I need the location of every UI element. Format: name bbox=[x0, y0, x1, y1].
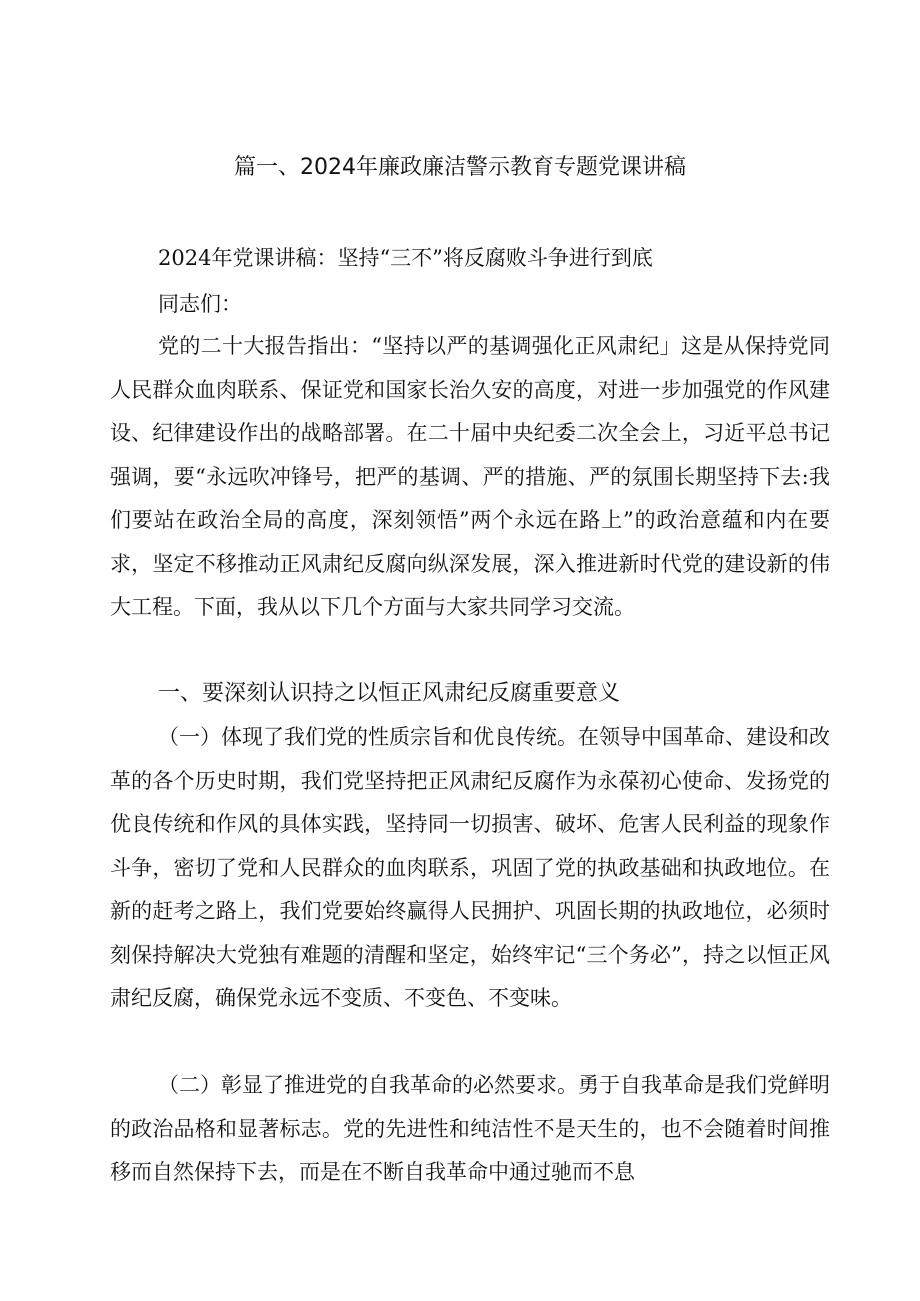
document-subtitle: 2024年党课讲稿：坚持“三不”将反腐败斗争进行到底 bbox=[158, 246, 653, 270]
paragraph-section-1: （一）体现了我们党的性质宗旨和优良传统。在领导中国革命、建设和改革的各个历史时期，我们党坚持把正风肃纪反腐作为永葆初心使命、发扬党的优良传统和作风的具体实践，坚持同一切损害、破坏、危害人民利益的现象作斗争，密切了党和人民群众的血肉联系，巩固了党的执政基础和执政地位。在新的赶考之路上，我们党要始终赢得人民拥护、巩固长期的执政地位，必须时刻保持解决大党独有难题的清醒和坚定，始终牢记“三个务必”，持之以恒正风肃纪反腐，确保党永远不变质、不变色、不变味。 bbox=[110, 725, 830, 1010]
paragraph-section-2: （二）彰显了推进党的自我革命的必然要求。勇于自我革命是我们党鲜明的政治品格和显著标志。党的先进性和纯洁性不是天生的，也不会随着时间推移而自然保持下去，而是在不断自我革命中通过驰而不息 bbox=[110, 1073, 830, 1184]
document-title: 篇一、2024年廉政廉洁警示教育专题党课讲稿 bbox=[234, 155, 686, 180]
paragraph-intro: 党的二十大报告指出：“坚持以严的基调强化正风肃纪」这是从保持党同人民群众血肉联系、保证党和国家长治久安的高度，对进一步加强党的作风建设、纪律建设作出的战略部署。在二十届中央纪委二次全会上，习近平总书记强调，要“永远吹冲锋号，把严的基调、严的措施、严的氛围长期坚持下去:我们要站在政治全局的高度，深刻领悟”两个永远在路上”的政治意蕴和内在要求，坚定不移推动正风肃纪反腐向纵深发展，深入推进新时代党的建设新的伟大工程。下面，我从以下几个方面与大家共同学习交流。 bbox=[110, 334, 830, 619]
section-heading: 一、要深刻认识持之以恒正风肃纪反腐重要意义 bbox=[158, 681, 621, 706]
greeting: 同志们： bbox=[158, 292, 242, 316]
